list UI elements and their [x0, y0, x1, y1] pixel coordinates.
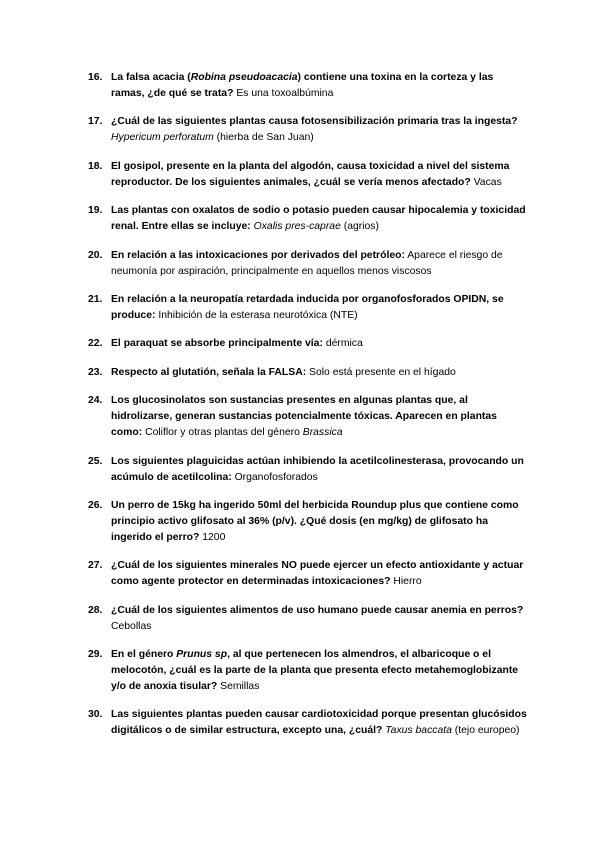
question-stem: Los siguientes plaguicidas actúan inhibiendo la acetilcolinesterasa, provocando un acúmulo de acetilcolina:: [111, 455, 524, 483]
question-stem: ¿Cuál de los siguientes alimentos de uso humano puede causar anemia en perros?: [111, 604, 524, 616]
answer-text: (tejo europeo): [451, 725, 520, 737]
question-number: 29.: [88, 649, 103, 661]
question-number: 24.: [88, 395, 103, 407]
question-item: [88, 647, 528, 695]
question-stem: ¿Cuál de las siguientes plantas causa fotosensibilización primaria tras la ingesta?: [111, 116, 518, 128]
question-item: [88, 603, 528, 635]
question-number: 22.: [88, 338, 103, 350]
question-stem: El paraquat se absorbe principalmente vía:: [111, 338, 323, 350]
answer-species-name: Brassica: [302, 427, 343, 439]
question-number: 30.: [88, 709, 103, 721]
question-text: [111, 605, 523, 632]
question-text: [111, 116, 518, 143]
question-stem: Un perro de 15kg ha ingerido 50ml del herbicida Roundup plus que contiene como principio activo glifosato al 36% (p/v). ¿Qué dosis (en mg/kg) de glifosato ha ingerido el perro?: [111, 499, 519, 543]
question-number: 16.: [88, 72, 103, 83]
question-number: 17.: [88, 116, 103, 128]
question-stem: En el género: [111, 649, 177, 661]
answer-text: dérmica: [322, 338, 363, 350]
question-stem: Las siguientes plantas pueden causar cardiotoxicidad porque presentan glucósidos digitálicos o de similar estructura, excepto una, ¿cuál?: [111, 709, 527, 737]
question-stem: ) contiene una toxina en la corteza y las ramas, ¿de qué se trata?: [111, 72, 494, 99]
question-text: [111, 72, 493, 99]
question-item: [88, 393, 528, 441]
answer-species-name: Taxus baccata: [385, 725, 452, 737]
question-item: [88, 159, 528, 191]
question-stem: En relación a las intoxicaciones por derivados del petróleo:: [111, 249, 405, 261]
question-item: [88, 70, 528, 102]
question-number: 26.: [88, 499, 103, 511]
answer-text: Cebollas: [111, 620, 152, 632]
species-name: Robina pseudoacacia: [190, 72, 298, 83]
question-item: [88, 498, 528, 546]
answer-text: Coliflor y otras plantas del género: [142, 427, 303, 439]
question-text: [111, 367, 456, 378]
species-name: Prunus sp: [176, 649, 228, 661]
question-stem: Las plantas con oxalatos de sodio o potasio pueden causar hipocalemia y toxicidad renal. Entre ellas se incluye:: [111, 205, 526, 233]
answer-species-name: Oxalis pres-caprae: [253, 221, 341, 233]
question-item: [88, 292, 528, 324]
question-text: [111, 709, 527, 736]
question-item: [88, 365, 528, 381]
question-text: [111, 161, 509, 188]
answer-species-name: Hypericum perforatum: [111, 132, 214, 144]
question-stem: ¿Cuál de los siguientes minerales NO puede ejercer un efecto antioxidante y actuar como agente protector en determinadas intoxicaciones?: [111, 560, 524, 588]
question-number: 23.: [88, 366, 103, 378]
question-item: [88, 336, 528, 352]
question-list: [88, 70, 528, 752]
answer-text: Organofosforados: [231, 471, 318, 483]
question-item: [88, 454, 528, 486]
question-text: [111, 649, 518, 692]
question-number: 27.: [88, 560, 103, 572]
question-number: 19.: [88, 205, 103, 217]
question-number: 28.: [88, 604, 103, 616]
question-item: [88, 114, 528, 146]
question-text: [111, 560, 523, 587]
question-number: 18.: [88, 160, 103, 172]
question-item: [88, 707, 528, 739]
answer-text: 1200: [199, 531, 226, 543]
question-stem: En relación a la neuropatía retardada inducida por organofosforados OPIDN, se produce:: [111, 293, 504, 321]
question-item: [88, 203, 528, 235]
answer-text: (hierba de San Juan): [213, 132, 314, 144]
question-text: [111, 338, 363, 349]
question-text: [111, 456, 524, 483]
question-stem: Los glucosinolatos son sustancias presentes en algunas plantas que, al hidrolizarse, generan sustancias potencialmente tóxicas. Aparecen en plantas como:: [111, 395, 497, 439]
question-text: [111, 294, 504, 321]
question-text: [111, 250, 503, 277]
question-stem: , al que pertenecen los almendros, el albaricoque o el melocotón, ¿cuál es la parte de la planta que presenta efecto metahemoglobizante y/o de anoxia tisular?: [111, 649, 519, 693]
answer-text: (agrios): [340, 221, 379, 233]
answer-text: Semillas: [217, 681, 260, 693]
question-item: [88, 558, 528, 590]
question-number: 20.: [88, 249, 103, 261]
answer-text: Hierro: [390, 576, 422, 588]
answer-text: Inhibición de la esterasa neurotóxica (NTE): [155, 309, 358, 321]
question-stem: Respecto al glutatión, señala la FALSA:: [111, 366, 307, 378]
question-item: [88, 248, 528, 280]
question-text: [111, 205, 526, 232]
question-number: 21.: [88, 293, 103, 305]
question-text: [111, 500, 519, 543]
question-text: [111, 395, 497, 438]
question-stem: El gosipol, presente en la planta del algodón, causa toxicidad a nivel del sistema reproductor. De los siguientes animales, ¿cuál se vería menos afectado?: [111, 160, 510, 188]
answer-text: Aparece el riesgo de neumonía por aspiración, principalmente en aquellos menos viscosos: [111, 249, 503, 277]
question-number: 25.: [88, 455, 103, 467]
question-stem: La falsa acacia (: [111, 72, 191, 83]
answer-text: Es una toxoalbúmina: [233, 88, 334, 99]
answer-text: Vacas: [470, 176, 502, 188]
answer-text: Solo está presente en el hígado: [306, 366, 456, 378]
